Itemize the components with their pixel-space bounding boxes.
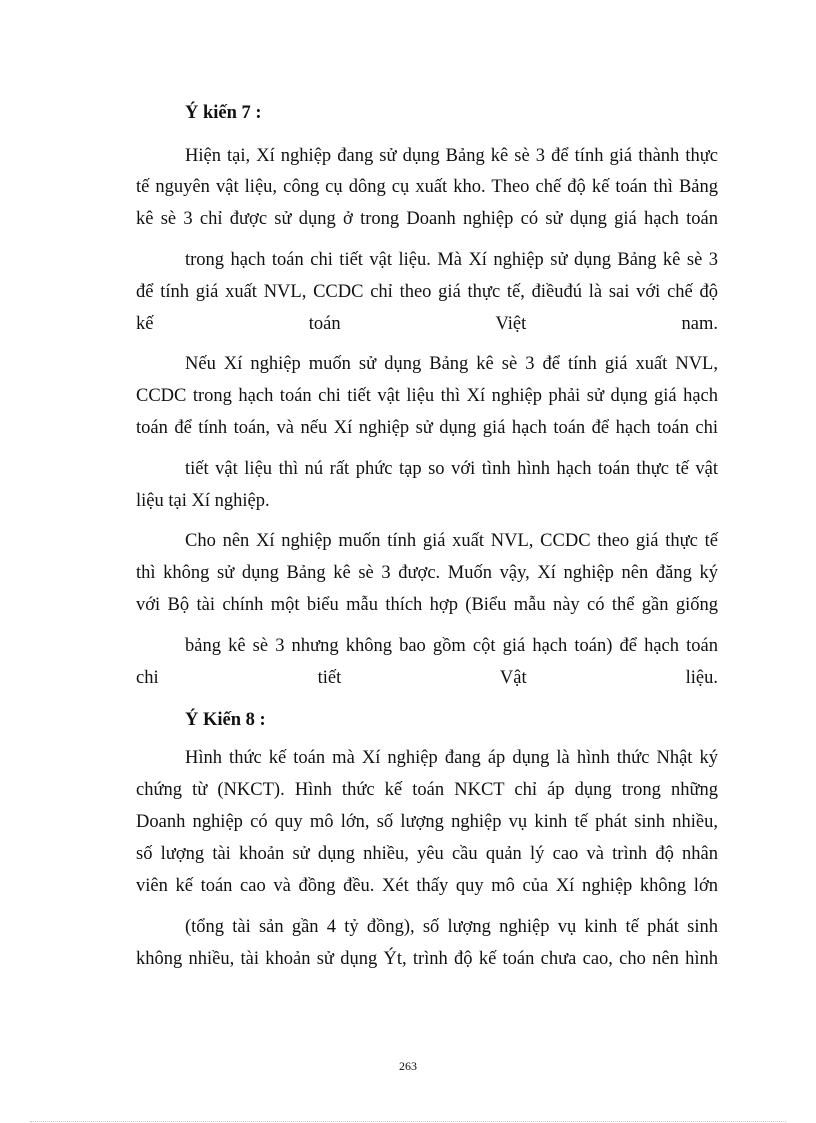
heading-y-kien-8: Ý Kiến 8 : (185, 710, 266, 730)
paragraph-line: Nếu Xí nghiệp muốn sử dụng Bảng kê sè 3 để tính giá xuất NVL, (185, 354, 718, 374)
paragraph-line: Hiện tại, Xí nghiệp đang sử dụng Bảng kê sè 3 để tính giá thành thực (185, 146, 718, 166)
paragraph-line: viên kế toán cao và đồng đều. Xét thấy quy mô của Xí nghiệp không lớn (136, 876, 718, 896)
paragraph-line: kế toán Việt nam. (136, 314, 718, 334)
paragraph-line: Hình thức kế toán mà Xí nghiệp đang áp dụng là hình thức Nhật ký (185, 748, 718, 768)
paragraph-line: (tổng tài sản gần 4 tỷ đồng), số lượng nghiệp vụ kinh tế phát sinh (185, 917, 718, 937)
paragraph-line: chi tiết Vật liệu. (136, 668, 718, 688)
paragraph-line: với Bộ tài chính một biểu mẫu thích hợp (Biểu mẫu này có thể gần giống (136, 595, 718, 615)
paragraph-line: liệu tại Xí nghiệp. (136, 491, 270, 511)
paragraph-line: thì không sử dụng Bảng kê sè 3 được. Muốn vậy, Xí nghiệp nên đăng ký (136, 563, 718, 583)
paragraph-line: số lượng tài khoản sử dụng nhiều, yêu cầu quản lý cao và trình độ nhân (136, 844, 718, 864)
paragraph-line: Cho nên Xí nghiệp muốn tính giá xuất NVL, CCDC theo giá thực tế (185, 531, 718, 551)
paragraph-line: kê sè 3 chỉ được sử dụng ở trong Doanh nghiệp có sử dụng giá hạch toán (136, 209, 718, 229)
heading-y-kien-7: Ý kiến 7 : (185, 103, 262, 123)
paragraph-line: không nhiều, tài khoản sử dụng Ýt, trình độ kế toán chưa cao, cho nên hình (136, 949, 718, 969)
paragraph-line: chứng từ (NKCT). Hình thức kế toán NKCT chỉ áp dụng trong những (136, 780, 718, 800)
page-bottom-border (30, 1121, 786, 1122)
paragraph-line: toán để tính toán, và nếu Xí nghiệp sử dụng giá hạch toán để hạch toán chi (136, 418, 718, 438)
paragraph-line: tiết vật liệu thì nú rất phức tạp so với tình hình hạch toán thực tế vật (185, 459, 718, 479)
page-number: 263 (399, 1059, 417, 1073)
paragraph-line: trong hạch toán chi tiết vật liệu. Mà Xí nghiệp sử dụng Bảng kê sè 3 (185, 250, 718, 270)
paragraph-line: Doanh nghiệp có quy mô lớn, số lượng nghiệp vụ kinh tế phát sinh nhiều, (136, 812, 718, 832)
paragraph-line: CCDC trong hạch toán chi tiết vật liệu thì Xí nghiệp phải sử dụng giá hạch (136, 386, 718, 406)
paragraph-line: tế nguyên vật liệu, công cụ dông cụ xuất kho. Theo chế độ kế toán thì Bảng (136, 177, 718, 197)
paragraph-line: để tính giá xuất NVL, CCDC chỉ theo giá thực tế, điềuđú là sai với chế độ (136, 282, 718, 302)
paragraph-line: bảng kê sè 3 nhưng không bao gồm cột giá hạch toán) để hạch toán (185, 636, 718, 656)
